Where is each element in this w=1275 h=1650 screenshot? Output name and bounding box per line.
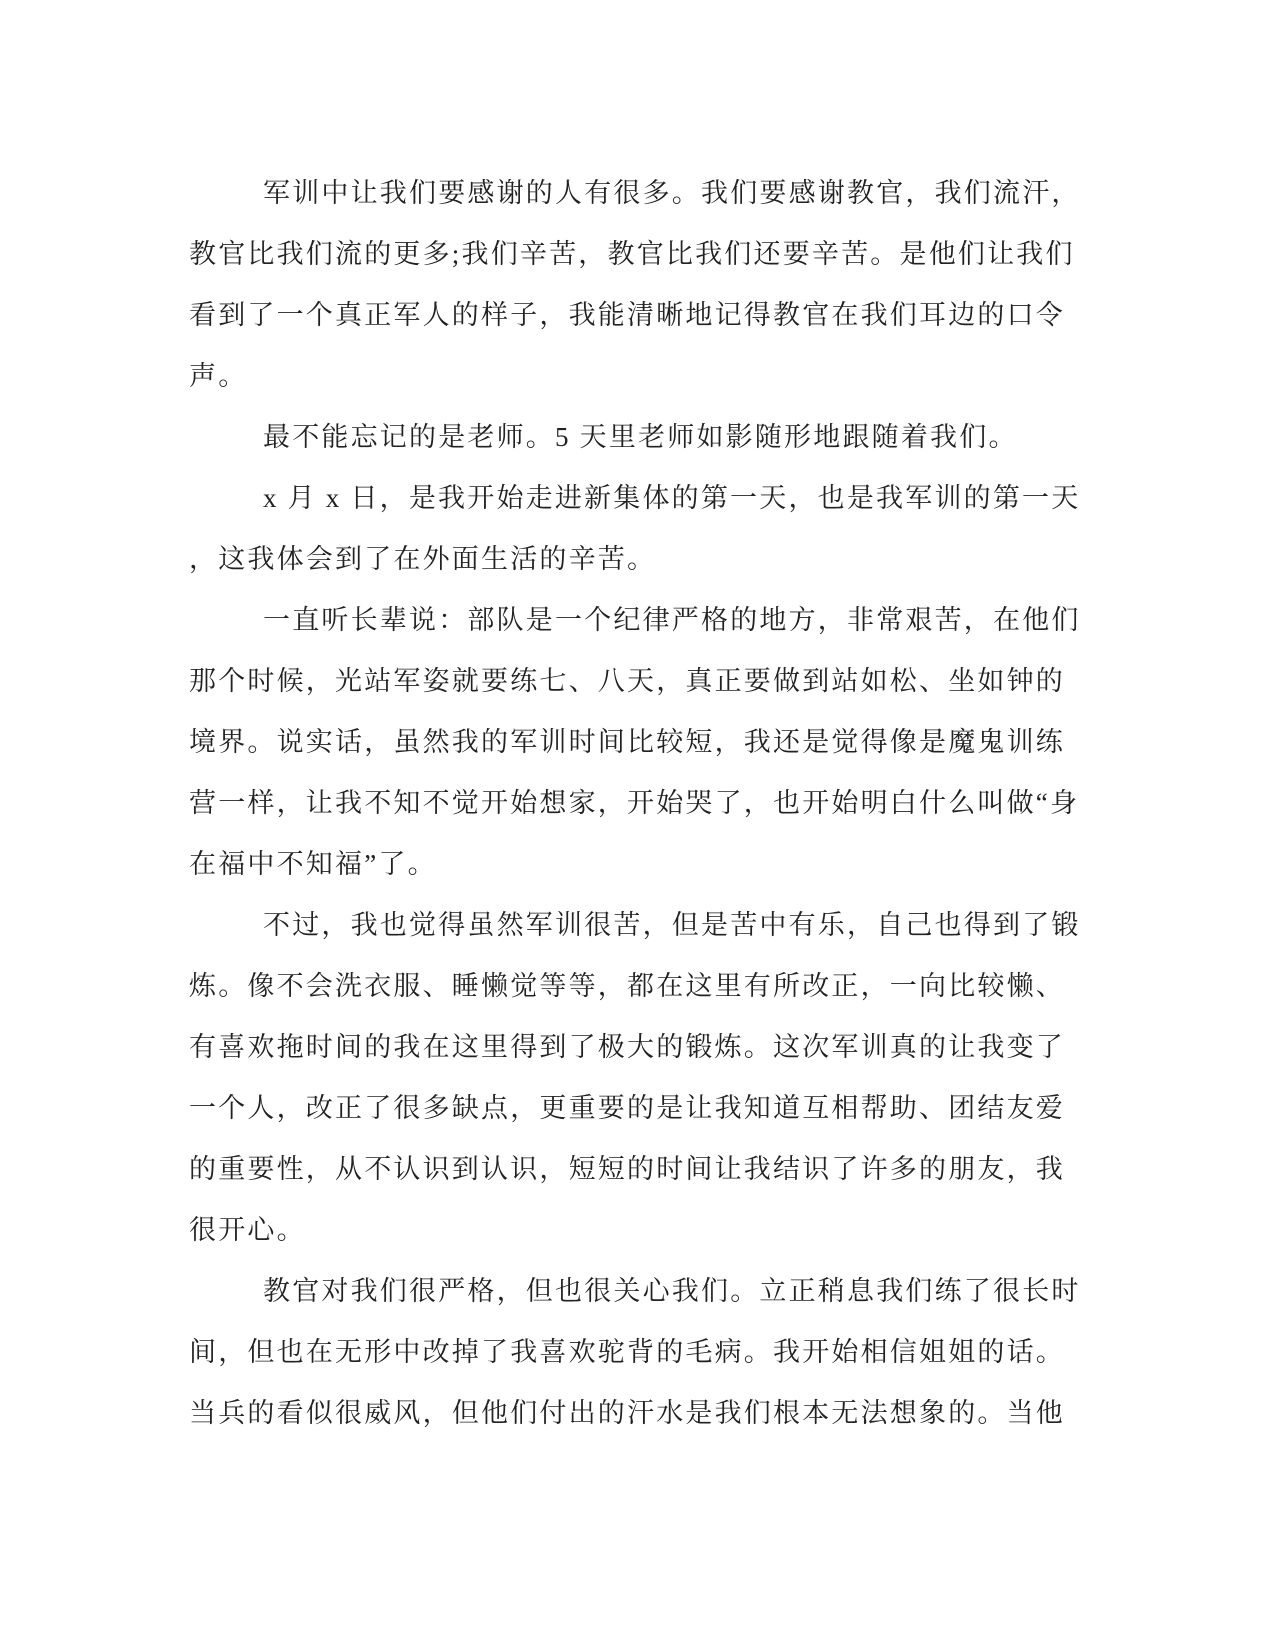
paragraph-line: ，这我体会到了在外面生活的辛苦。 xyxy=(189,544,657,574)
paragraph-instructor-care xyxy=(189,1261,1079,1444)
paragraph-line: 炼。像不会洗衣服、睡懒觉等等，都在这里有所改正，一向比较懒、 xyxy=(189,971,1065,1001)
paragraph-line: 不过，我也觉得虽然军训很苦，但是苦中有乐，自己也得到了锻 xyxy=(263,910,1081,940)
paragraph-line: 很开心。 xyxy=(189,1215,306,1245)
paragraph-line: 最不能忘记的是老师。5 天里老师如影随形地跟随着我们。 xyxy=(263,422,1018,452)
paragraph-army-hardship xyxy=(189,590,1079,895)
paragraph-line: x 月 x 日，是我开始走进新集体的第一天，也是我军训的第一天 xyxy=(263,483,1081,513)
paragraph-line: 一直听长辈说：部队是一个纪律严格的地方，非常艰苦，在他们 xyxy=(263,605,1081,635)
paragraph-teacher xyxy=(189,407,1079,468)
paragraph-military-training-gratitude xyxy=(189,163,1079,407)
paragraph-line: 那个时候，光站军姿就要练七、八天，真正要做到站如松、坐如钟的 xyxy=(189,666,1065,696)
paragraph-line: 教官对我们很严格，但也很关心我们。立正稍息我们练了很长时 xyxy=(263,1276,1081,1306)
paragraph-line: 间，但也在无形中改掉了我喜欢驼背的毛病。我开始相信姐姐的话。 xyxy=(189,1337,1065,1367)
paragraph-line: 有喜欢拖时间的我在这里得到了极大的锻炼。这次军训真的让我变了 xyxy=(189,1032,1065,1062)
paragraph-training-benefits xyxy=(189,895,1079,1261)
paragraph-line: 当兵的看似很威风，但他们付出的汗水是我们根本无法想象的。当他 xyxy=(189,1398,1065,1428)
paragraph-line: 的重要性，从不认识到认识，短短的时间让我结识了许多的朋友，我 xyxy=(189,1154,1065,1184)
paragraph-line: 在福中不知福”了。 xyxy=(189,849,437,879)
document-body xyxy=(189,163,1079,1444)
paragraph-line: 教官比我们流的更多;我们辛苦，教官比我们还要辛苦。是他们让我们 xyxy=(189,239,1075,269)
paragraph-line: 境界。说实话，虽然我的军训时间比较短，我还是觉得像是魔鬼训练 xyxy=(189,727,1065,757)
paragraph-first-day xyxy=(189,468,1079,590)
paragraph-line: 声。 xyxy=(189,361,248,391)
paragraph-line: 军训中让我们要感谢的人有很多。我们要感谢教官，我们流汗， xyxy=(263,178,1081,208)
paragraph-line: 一个人，改正了很多缺点，更重要的是让我知道互相帮助、团结友爱 xyxy=(189,1093,1065,1123)
paragraph-line: 营一样，让我不知不觉开始想家，开始哭了，也开始明白什么叫做“身 xyxy=(189,788,1080,818)
paragraph-line: 看到了一个真正军人的样子，我能清晰地记得教官在我们耳边的口令 xyxy=(189,300,1065,330)
